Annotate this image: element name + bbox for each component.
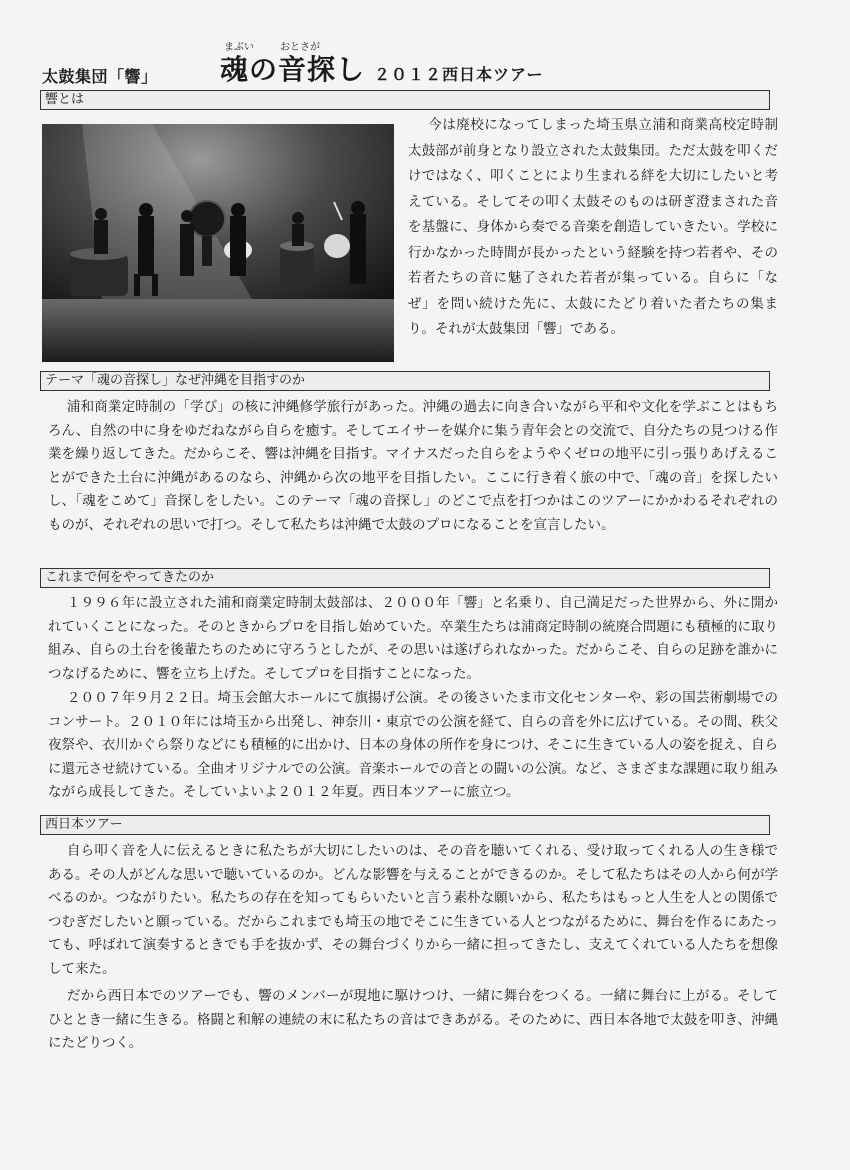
- section-heading-history: これまで何をやってきたのか: [40, 568, 770, 588]
- tour-paragraph-1: 自ら叩く音を人に伝えるときに私たちが大切にしたいのは、その音を聴いてくれる、受け取ってくれる人の生き様である。その人がどんな思いで聴いているのか。どんな影響を与えることができるのか。そして私たちはその人から何が学べるのか。つながりたい。私たちの存在を知ってもらいたいと言う素朴な願いから、私たちはもっと人生を人との関係でつむぎだしたいと願っている。だからこれまでも埼玉の地でそこに生きている人とつながるために、舞台を作るにあたっても、呼ばれて演奏するときでも手を抜かず、その舞台づくりから一緒に担ってきたし、支えてくれている人たちを想像して来た。: [48, 843, 778, 977]
- tour-title: ２０１２西日本ツアー: [374, 65, 544, 84]
- tour-paragraph-2: だから西日本でのツアーでも、響のメンバーが現地に駆けつけ、一緒に舞台をつくる。一緒に舞台に上がる。そしてひととき一緒に生きる。格闘と和解の連続の末に私たちの音はできあがる。そのために、西日本各地で太鼓を叩き、沖縄にたどりつく。: [48, 988, 778, 1051]
- section-heading-theme: テーマ「魂の音探し」なぜ沖縄を目指すのか: [40, 371, 770, 391]
- performance-photo: [42, 124, 394, 362]
- ruby-tamashii: まぶい: [224, 42, 254, 53]
- ruby-otosagashi: おとさが: [280, 42, 320, 53]
- history-paragraph-1: １９９６年に設立された浦和商業定時制太鼓部は、２０００年「響」と名乗り、自己満足だった世界から、外に開かれていくことになった。そのときからプロを目指し始めていた。卒業生たちは浦商定時制の統廃合問題にも積極的に取り組み、自らの土台を後輩たちのために守ろうとしたが、その思いは遂げられなかった。だからこそ、自らの足跡を誰かにつなげるために、響を立ち上げた。そしてプロを目指すことになった。: [48, 595, 778, 682]
- theme-text: 浦和商業定時制の「学び」の核に沖縄修学旅行があった。沖縄の過去に向き合いながら平和や文化を学ぶことはもちろん、自然の中に身をゆだねながら自らを癒す。そしてエイサーを媒介に集う青年会との交流で、自分たちの見つける作業を繰り返してきた。だからこそ、響は沖縄を目指す。マイナスだった自らをようやくゼロの地平に引っ張りあげえることができた土台に沖縄があるのなら、沖縄から次の地平を目指したい。ここに行き着く旅の中で、「魂の音」を探したいし、「魂をこめて」音探しをしたい。このテーマ「魂の音探し」のどこで点を打つかはこのツアーにかかわるそれぞれのものが、それぞれの思いで打つ。そして私たちは沖縄で太鼓のプロになることを宣言したい。: [48, 399, 778, 533]
- history-paragraph-2: ２００７年９月２２日。埼玉会館大ホールにて旗揚げ公演。その後さいたま市文化センターや、彩の国芸術劇場でのコンサート。２０１０年には埼玉から出発し、神奈川・東京での公演を経て、自らの音を外に広げている。その間、秩父夜祭や、衣川かぐら祭りなどにも積極的に出かけ、日本の身体の所作を身につけ、そこに生きている人の姿を捉え、自らに還元させ続けている。全曲オリジナルでの公演。音楽ホールでの音との闘いの公演。など、さまざまな課題に取り組みながら成長してきた。そしていよいよ２０１２年夏。西日本ツアーに旅立つ。: [48, 690, 778, 800]
- section-heading-tour: 西日本ツアー: [40, 815, 770, 835]
- group-name: 太鼓集団「響」: [42, 67, 158, 86]
- section-heading-about: 響とは: [40, 90, 770, 110]
- title-row: [42, 44, 762, 90]
- page-title: 魂の音探し: [220, 53, 366, 86]
- about-text: 今は廃校になってしまった埼玉県立浦和商業高校定時制太鼓部が前身となり設立された太鼓集団。ただ太鼓を叩くだけではなく、叩くことにより生まれる絆を大切にしたいと考えている。そしてその叩く太鼓そのものは研ぎ澄まされた音を基盤に、身体から奏でる音楽を創造していきたい。学校に行かなかった時間が長かったという経験を持つ若者や、その若者たちの音に魅了された若者が集っている。自らに「なぜ」を問い続けた先に、太鼓にたどり着いた者たちの集まり。それが太鼓集団「響」である。: [408, 117, 778, 337]
